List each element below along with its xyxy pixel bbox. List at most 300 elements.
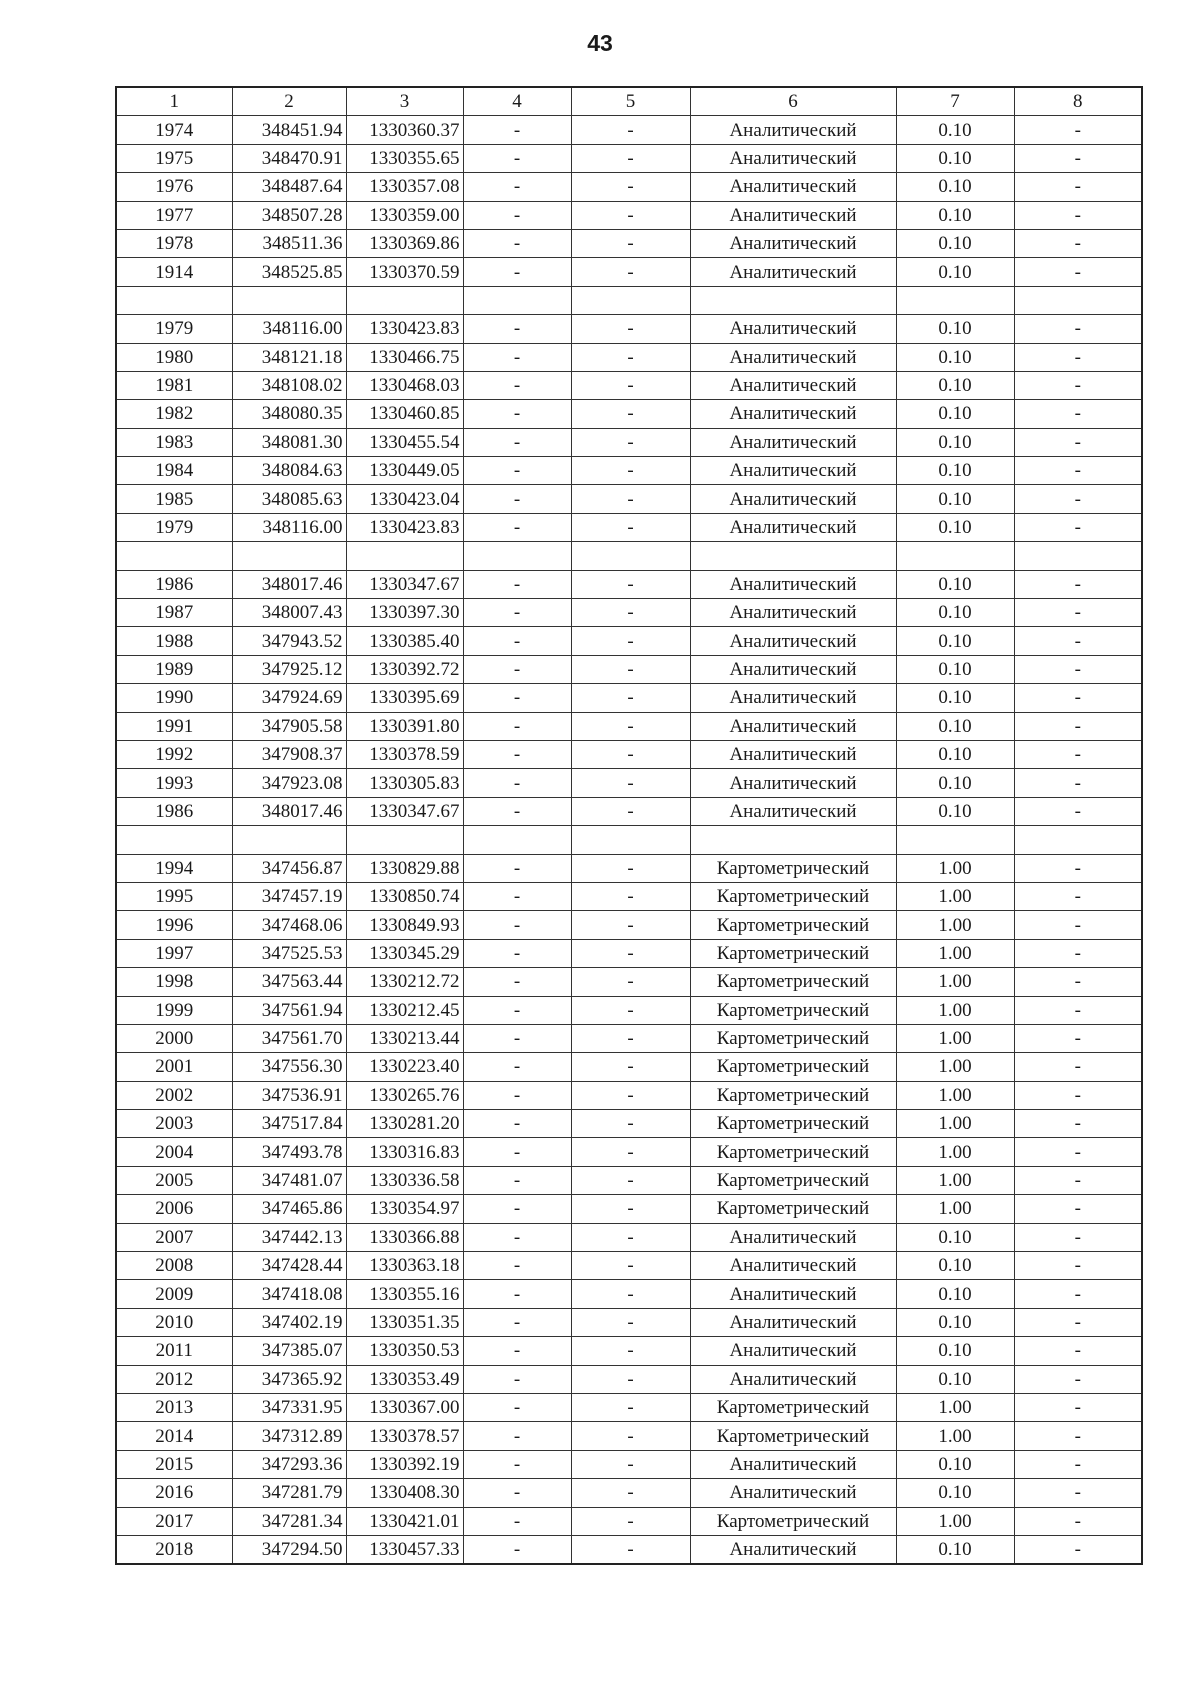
point-number-cell: 1980 <box>116 343 232 371</box>
accuracy-cell: 0.10 <box>896 400 1014 428</box>
column-5-cell: - <box>571 1024 690 1052</box>
point-number-cell: 1999 <box>116 996 232 1024</box>
column-4-cell: - <box>463 1479 571 1507</box>
column-8-cell: - <box>1014 1195 1142 1223</box>
method-cell: Аналитический <box>690 1337 896 1365</box>
column-4-cell: - <box>463 258 571 286</box>
column-4-cell: - <box>463 1166 571 1194</box>
y-coordinate-cell: 1330355.16 <box>346 1280 463 1308</box>
table-row <box>116 1081 1142 1109</box>
table-row <box>116 173 1142 201</box>
x-coordinate-cell: 347281.34 <box>232 1507 346 1535</box>
accuracy-cell: 1.00 <box>896 996 1014 1024</box>
x-coordinate-cell: 347908.37 <box>232 740 346 768</box>
method-cell: Аналитический <box>690 1479 896 1507</box>
point-number-cell: 2013 <box>116 1393 232 1421</box>
y-coordinate-cell <box>346 286 463 314</box>
accuracy-cell: 0.10 <box>896 173 1014 201</box>
column-4-cell: - <box>463 996 571 1024</box>
accuracy-cell: 0.10 <box>896 1535 1014 1564</box>
column-5-cell: - <box>571 1422 690 1450</box>
column-5-cell: - <box>571 144 690 172</box>
method-cell: Картометрический <box>690 1053 896 1081</box>
column-5-cell: - <box>571 428 690 456</box>
table-row <box>116 286 1142 314</box>
column-4-cell: - <box>463 1053 571 1081</box>
y-coordinate-cell: 1330360.37 <box>346 116 463 144</box>
y-coordinate-cell: 1330281.20 <box>346 1110 463 1138</box>
table-row <box>116 854 1142 882</box>
column-4-cell: - <box>463 882 571 910</box>
x-coordinate-cell: 347442.13 <box>232 1223 346 1251</box>
point-number-cell: 1988 <box>116 627 232 655</box>
y-coordinate-cell: 1330366.88 <box>346 1223 463 1251</box>
accuracy-cell: 0.10 <box>896 343 1014 371</box>
column-4-cell: - <box>463 371 571 399</box>
x-coordinate-cell: 348116.00 <box>232 315 346 343</box>
accuracy-cell: 0.10 <box>896 116 1014 144</box>
method-cell: Аналитический <box>690 457 896 485</box>
method-cell: Аналитический <box>690 229 896 257</box>
table-row <box>116 1393 1142 1421</box>
method-cell: Аналитический <box>690 1450 896 1478</box>
column-4-cell: - <box>463 684 571 712</box>
column-4-cell: - <box>463 1223 571 1251</box>
x-coordinate-cell: 347563.44 <box>232 968 346 996</box>
method-cell: Картометрический <box>690 1138 896 1166</box>
accuracy-cell <box>896 826 1014 854</box>
x-coordinate-cell: 347456.87 <box>232 854 346 882</box>
table-row <box>116 599 1142 627</box>
point-number-cell: 1998 <box>116 968 232 996</box>
table-row <box>116 371 1142 399</box>
method-cell: Аналитический <box>690 513 896 541</box>
point-number-cell: 1982 <box>116 400 232 428</box>
column-5-cell: - <box>571 201 690 229</box>
method-cell: Аналитический <box>690 144 896 172</box>
column-8-cell <box>1014 826 1142 854</box>
column-4-cell: - <box>463 1535 571 1564</box>
y-coordinate-cell: 1330370.59 <box>346 258 463 286</box>
x-coordinate-cell: 347293.36 <box>232 1450 346 1478</box>
table-row <box>116 826 1142 854</box>
y-coordinate-cell: 1330212.45 <box>346 996 463 1024</box>
method-cell: Картометрический <box>690 939 896 967</box>
accuracy-cell: 0.10 <box>896 1450 1014 1478</box>
accuracy-cell: 0.10 <box>896 229 1014 257</box>
table-row <box>116 513 1142 541</box>
table-row <box>116 1110 1142 1138</box>
column-8-cell: - <box>1014 1393 1142 1421</box>
column-4-cell <box>463 286 571 314</box>
x-coordinate-cell: 348081.30 <box>232 428 346 456</box>
method-cell: Аналитический <box>690 1223 896 1251</box>
method-cell: Аналитический <box>690 740 896 768</box>
point-number-cell: 2000 <box>116 1024 232 1052</box>
point-number-cell: 1979 <box>116 513 232 541</box>
y-coordinate-cell: 1330359.00 <box>346 201 463 229</box>
y-coordinate-cell: 1330351.35 <box>346 1308 463 1336</box>
y-coordinate-cell: 1330353.49 <box>346 1365 463 1393</box>
accuracy-cell: 1.00 <box>896 968 1014 996</box>
column-5-cell: - <box>571 1166 690 1194</box>
method-cell: Аналитический <box>690 400 896 428</box>
method-cell: Картометрический <box>690 1166 896 1194</box>
column-header: 3 <box>346 87 463 116</box>
accuracy-cell: 1.00 <box>896 1138 1014 1166</box>
point-number-cell: 1987 <box>116 599 232 627</box>
column-5-cell: - <box>571 655 690 683</box>
method-cell: Аналитический <box>690 712 896 740</box>
table-row <box>116 542 1142 570</box>
table-row <box>116 457 1142 485</box>
column-5-cell: - <box>571 1195 690 1223</box>
point-number-cell: 1996 <box>116 911 232 939</box>
method-cell: Картометрический <box>690 1110 896 1138</box>
column-8-cell: - <box>1014 627 1142 655</box>
y-coordinate-cell: 1330212.72 <box>346 968 463 996</box>
column-8-cell: - <box>1014 1308 1142 1336</box>
point-number-cell: 1985 <box>116 485 232 513</box>
column-5-cell: - <box>571 570 690 598</box>
x-coordinate-cell: 348116.00 <box>232 513 346 541</box>
method-cell: Аналитический <box>690 173 896 201</box>
point-number-cell: 2007 <box>116 1223 232 1251</box>
y-coordinate-cell: 1330392.19 <box>346 1450 463 1478</box>
column-header: 7 <box>896 87 1014 116</box>
point-number-cell: 1992 <box>116 740 232 768</box>
column-5-cell: - <box>571 1507 690 1535</box>
point-number-cell: 1994 <box>116 854 232 882</box>
column-4-cell: - <box>463 315 571 343</box>
y-coordinate-cell: 1330829.88 <box>346 854 463 882</box>
y-coordinate-cell <box>346 542 463 570</box>
accuracy-cell: 0.10 <box>896 684 1014 712</box>
column-4-cell: - <box>463 1195 571 1223</box>
y-coordinate-cell: 1330392.72 <box>346 655 463 683</box>
column-5-cell <box>571 826 690 854</box>
accuracy-cell: 0.10 <box>896 428 1014 456</box>
method-cell: Аналитический <box>690 1535 896 1564</box>
x-coordinate-cell: 347943.52 <box>232 627 346 655</box>
table-row <box>116 1195 1142 1223</box>
column-header: 5 <box>571 87 690 116</box>
x-coordinate-cell: 347281.79 <box>232 1479 346 1507</box>
point-number-cell: 1993 <box>116 769 232 797</box>
point-number-cell: 2011 <box>116 1337 232 1365</box>
y-coordinate-cell: 1330316.83 <box>346 1138 463 1166</box>
accuracy-cell: 1.00 <box>896 911 1014 939</box>
x-coordinate-cell: 348007.43 <box>232 599 346 627</box>
y-coordinate-cell: 1330369.86 <box>346 229 463 257</box>
accuracy-cell: 0.10 <box>896 599 1014 627</box>
point-number-cell: 1995 <box>116 882 232 910</box>
column-5-cell <box>571 542 690 570</box>
table-row <box>116 1223 1142 1251</box>
point-number-cell: 2009 <box>116 1280 232 1308</box>
accuracy-cell: 0.10 <box>896 627 1014 655</box>
column-5-cell: - <box>571 1365 690 1393</box>
column-8-cell: - <box>1014 996 1142 1024</box>
column-5-cell: - <box>571 173 690 201</box>
column-4-cell: - <box>463 740 571 768</box>
method-cell: Аналитический <box>690 201 896 229</box>
accuracy-cell <box>896 286 1014 314</box>
table-row <box>116 1280 1142 1308</box>
x-coordinate-cell: 348108.02 <box>232 371 346 399</box>
column-4-cell: - <box>463 201 571 229</box>
column-4-cell: - <box>463 1024 571 1052</box>
method-cell: Картометрический <box>690 911 896 939</box>
accuracy-cell: 1.00 <box>896 939 1014 967</box>
table-row <box>116 1053 1142 1081</box>
y-coordinate-cell: 1330223.40 <box>346 1053 463 1081</box>
column-8-cell: - <box>1014 513 1142 541</box>
accuracy-cell: 1.00 <box>896 1024 1014 1052</box>
method-cell: Аналитический <box>690 343 896 371</box>
point-number-cell <box>116 826 232 854</box>
x-coordinate-cell: 347294.50 <box>232 1535 346 1564</box>
column-8-cell: - <box>1014 485 1142 513</box>
accuracy-cell: 0.10 <box>896 570 1014 598</box>
table-row <box>116 116 1142 144</box>
point-number-cell: 2004 <box>116 1138 232 1166</box>
table-row <box>116 1308 1142 1336</box>
table-header-row <box>116 87 1142 116</box>
table-row <box>116 1138 1142 1166</box>
point-number-cell: 2001 <box>116 1053 232 1081</box>
method-cell: Аналитический <box>690 1280 896 1308</box>
x-coordinate-cell: 348470.91 <box>232 144 346 172</box>
x-coordinate-cell: 347923.08 <box>232 769 346 797</box>
point-number-cell: 1979 <box>116 315 232 343</box>
accuracy-cell: 1.00 <box>896 1053 1014 1081</box>
point-number-cell: 1981 <box>116 371 232 399</box>
column-8-cell: - <box>1014 116 1142 144</box>
column-5-cell: - <box>571 371 690 399</box>
column-4-cell: - <box>463 1081 571 1109</box>
column-4-cell: - <box>463 1280 571 1308</box>
column-5-cell: - <box>571 116 690 144</box>
accuracy-cell: 0.10 <box>896 1280 1014 1308</box>
y-coordinate-cell: 1330336.58 <box>346 1166 463 1194</box>
column-header: 8 <box>1014 87 1142 116</box>
column-5-cell: - <box>571 712 690 740</box>
point-number-cell: 1974 <box>116 116 232 144</box>
column-4-cell: - <box>463 116 571 144</box>
table-row <box>116 911 1142 939</box>
table-row <box>116 485 1142 513</box>
table-row <box>116 1024 1142 1052</box>
column-8-cell: - <box>1014 797 1142 825</box>
column-4-cell: - <box>463 939 571 967</box>
method-cell: Аналитический <box>690 599 896 627</box>
x-coordinate-cell: 347924.69 <box>232 684 346 712</box>
y-coordinate-cell: 1330397.30 <box>346 599 463 627</box>
method-cell: Аналитический <box>690 485 896 513</box>
column-8-cell: - <box>1014 258 1142 286</box>
column-header: 2 <box>232 87 346 116</box>
x-coordinate-cell: 347465.86 <box>232 1195 346 1223</box>
x-coordinate-cell: 347481.07 <box>232 1166 346 1194</box>
x-coordinate-cell: 348487.64 <box>232 173 346 201</box>
y-coordinate-cell: 1330468.03 <box>346 371 463 399</box>
point-number-cell: 2005 <box>116 1166 232 1194</box>
point-number-cell: 2008 <box>116 1252 232 1280</box>
point-number-cell: 2010 <box>116 1308 232 1336</box>
column-8-cell <box>1014 542 1142 570</box>
accuracy-cell: 0.10 <box>896 1308 1014 1336</box>
column-4-cell: - <box>463 1138 571 1166</box>
y-coordinate-cell: 1330213.44 <box>346 1024 463 1052</box>
table-row <box>116 1337 1142 1365</box>
accuracy-cell: 0.10 <box>896 655 1014 683</box>
column-8-cell: - <box>1014 570 1142 598</box>
table-row <box>116 996 1142 1024</box>
accuracy-cell <box>896 542 1014 570</box>
point-number-cell: 1990 <box>116 684 232 712</box>
table-row <box>116 655 1142 683</box>
column-5-cell: - <box>571 1252 690 1280</box>
x-coordinate-cell: 347457.19 <box>232 882 346 910</box>
x-coordinate-cell: 347468.06 <box>232 911 346 939</box>
column-8-cell: - <box>1014 1422 1142 1450</box>
point-number-cell: 1997 <box>116 939 232 967</box>
method-cell: Картометрический <box>690 996 896 1024</box>
column-4-cell: - <box>463 343 571 371</box>
column-header: 6 <box>690 87 896 116</box>
table-row <box>116 315 1142 343</box>
method-cell <box>690 542 896 570</box>
column-8-cell: - <box>1014 1507 1142 1535</box>
column-4-cell: - <box>463 513 571 541</box>
column-5-cell: - <box>571 1081 690 1109</box>
point-number-cell: 2006 <box>116 1195 232 1223</box>
accuracy-cell: 0.10 <box>896 513 1014 541</box>
accuracy-cell: 0.10 <box>896 485 1014 513</box>
point-number-cell: 2015 <box>116 1450 232 1478</box>
column-4-cell: - <box>463 854 571 882</box>
column-8-cell: - <box>1014 428 1142 456</box>
column-5-cell: - <box>571 797 690 825</box>
point-number-cell: 2016 <box>116 1479 232 1507</box>
x-coordinate-cell: 347402.19 <box>232 1308 346 1336</box>
point-number-cell: 2018 <box>116 1535 232 1564</box>
column-5-cell: - <box>571 229 690 257</box>
method-cell: Картометрический <box>690 968 896 996</box>
x-coordinate-cell: 348017.46 <box>232 797 346 825</box>
table-row <box>116 740 1142 768</box>
column-8-cell: - <box>1014 939 1142 967</box>
y-coordinate-cell: 1330849.93 <box>346 911 463 939</box>
y-coordinate-cell: 1330363.18 <box>346 1252 463 1280</box>
table-body <box>116 116 1142 1564</box>
column-5-cell: - <box>571 882 690 910</box>
table-row <box>116 1252 1142 1280</box>
y-coordinate-cell: 1330408.30 <box>346 1479 463 1507</box>
x-coordinate-cell: 347525.53 <box>232 939 346 967</box>
column-8-cell: - <box>1014 655 1142 683</box>
column-8-cell: - <box>1014 712 1142 740</box>
point-number-cell: 1975 <box>116 144 232 172</box>
column-4-cell: - <box>463 655 571 683</box>
x-coordinate-cell: 348121.18 <box>232 343 346 371</box>
x-coordinate-cell: 348080.35 <box>232 400 346 428</box>
x-coordinate-cell: 347418.08 <box>232 1280 346 1308</box>
column-8-cell: - <box>1014 229 1142 257</box>
column-8-cell: - <box>1014 1166 1142 1194</box>
accuracy-cell: 1.00 <box>896 1393 1014 1421</box>
method-cell: Картометрический <box>690 882 896 910</box>
y-coordinate-cell: 1330423.04 <box>346 485 463 513</box>
method-cell: Аналитический <box>690 797 896 825</box>
point-number-cell: 1977 <box>116 201 232 229</box>
column-8-cell: - <box>1014 1280 1142 1308</box>
column-5-cell: - <box>571 627 690 655</box>
x-coordinate-cell: 347428.44 <box>232 1252 346 1280</box>
y-coordinate-cell: 1330395.69 <box>346 684 463 712</box>
column-8-cell: - <box>1014 1024 1142 1052</box>
column-5-cell: - <box>571 1393 690 1421</box>
method-cell: Аналитический <box>690 655 896 683</box>
column-4-cell: - <box>463 1507 571 1535</box>
column-8-cell: - <box>1014 1053 1142 1081</box>
x-coordinate-cell: 347536.91 <box>232 1081 346 1109</box>
column-4-cell: - <box>463 485 571 513</box>
column-5-cell: - <box>571 1308 690 1336</box>
table-row <box>116 258 1142 286</box>
x-coordinate-cell: 347365.92 <box>232 1365 346 1393</box>
point-number-cell: 2002 <box>116 1081 232 1109</box>
column-5-cell: - <box>571 1053 690 1081</box>
table-row <box>116 968 1142 996</box>
point-number-cell: 2003 <box>116 1110 232 1138</box>
column-8-cell: - <box>1014 1337 1142 1365</box>
x-coordinate-cell: 347312.89 <box>232 1422 346 1450</box>
y-coordinate-cell: 1330347.67 <box>346 797 463 825</box>
accuracy-cell: 0.10 <box>896 740 1014 768</box>
table-row <box>116 769 1142 797</box>
column-5-cell: - <box>571 1223 690 1251</box>
column-5-cell: - <box>571 968 690 996</box>
table-row <box>116 400 1142 428</box>
x-coordinate-cell: 347385.07 <box>232 1337 346 1365</box>
x-coordinate-cell: 347517.84 <box>232 1110 346 1138</box>
column-5-cell: - <box>571 1450 690 1478</box>
point-number-cell: 2012 <box>116 1365 232 1393</box>
column-8-cell: - <box>1014 1252 1142 1280</box>
y-coordinate-cell: 1330305.83 <box>346 769 463 797</box>
accuracy-cell: 0.10 <box>896 201 1014 229</box>
x-coordinate-cell: 348085.63 <box>232 485 346 513</box>
column-8-cell: - <box>1014 371 1142 399</box>
column-5-cell: - <box>571 485 690 513</box>
y-coordinate-cell: 1330357.08 <box>346 173 463 201</box>
column-8-cell: - <box>1014 315 1142 343</box>
table-row <box>116 1450 1142 1478</box>
column-8-cell: - <box>1014 911 1142 939</box>
method-cell <box>690 286 896 314</box>
point-number-cell: 1978 <box>116 229 232 257</box>
column-4-cell: - <box>463 457 571 485</box>
method-cell: Картометрический <box>690 1393 896 1421</box>
point-number-cell <box>116 542 232 570</box>
column-8-cell: - <box>1014 1110 1142 1138</box>
accuracy-cell: 1.00 <box>896 1110 1014 1138</box>
method-cell: Картометрический <box>690 854 896 882</box>
column-4-cell: - <box>463 144 571 172</box>
accuracy-cell: 0.10 <box>896 1252 1014 1280</box>
